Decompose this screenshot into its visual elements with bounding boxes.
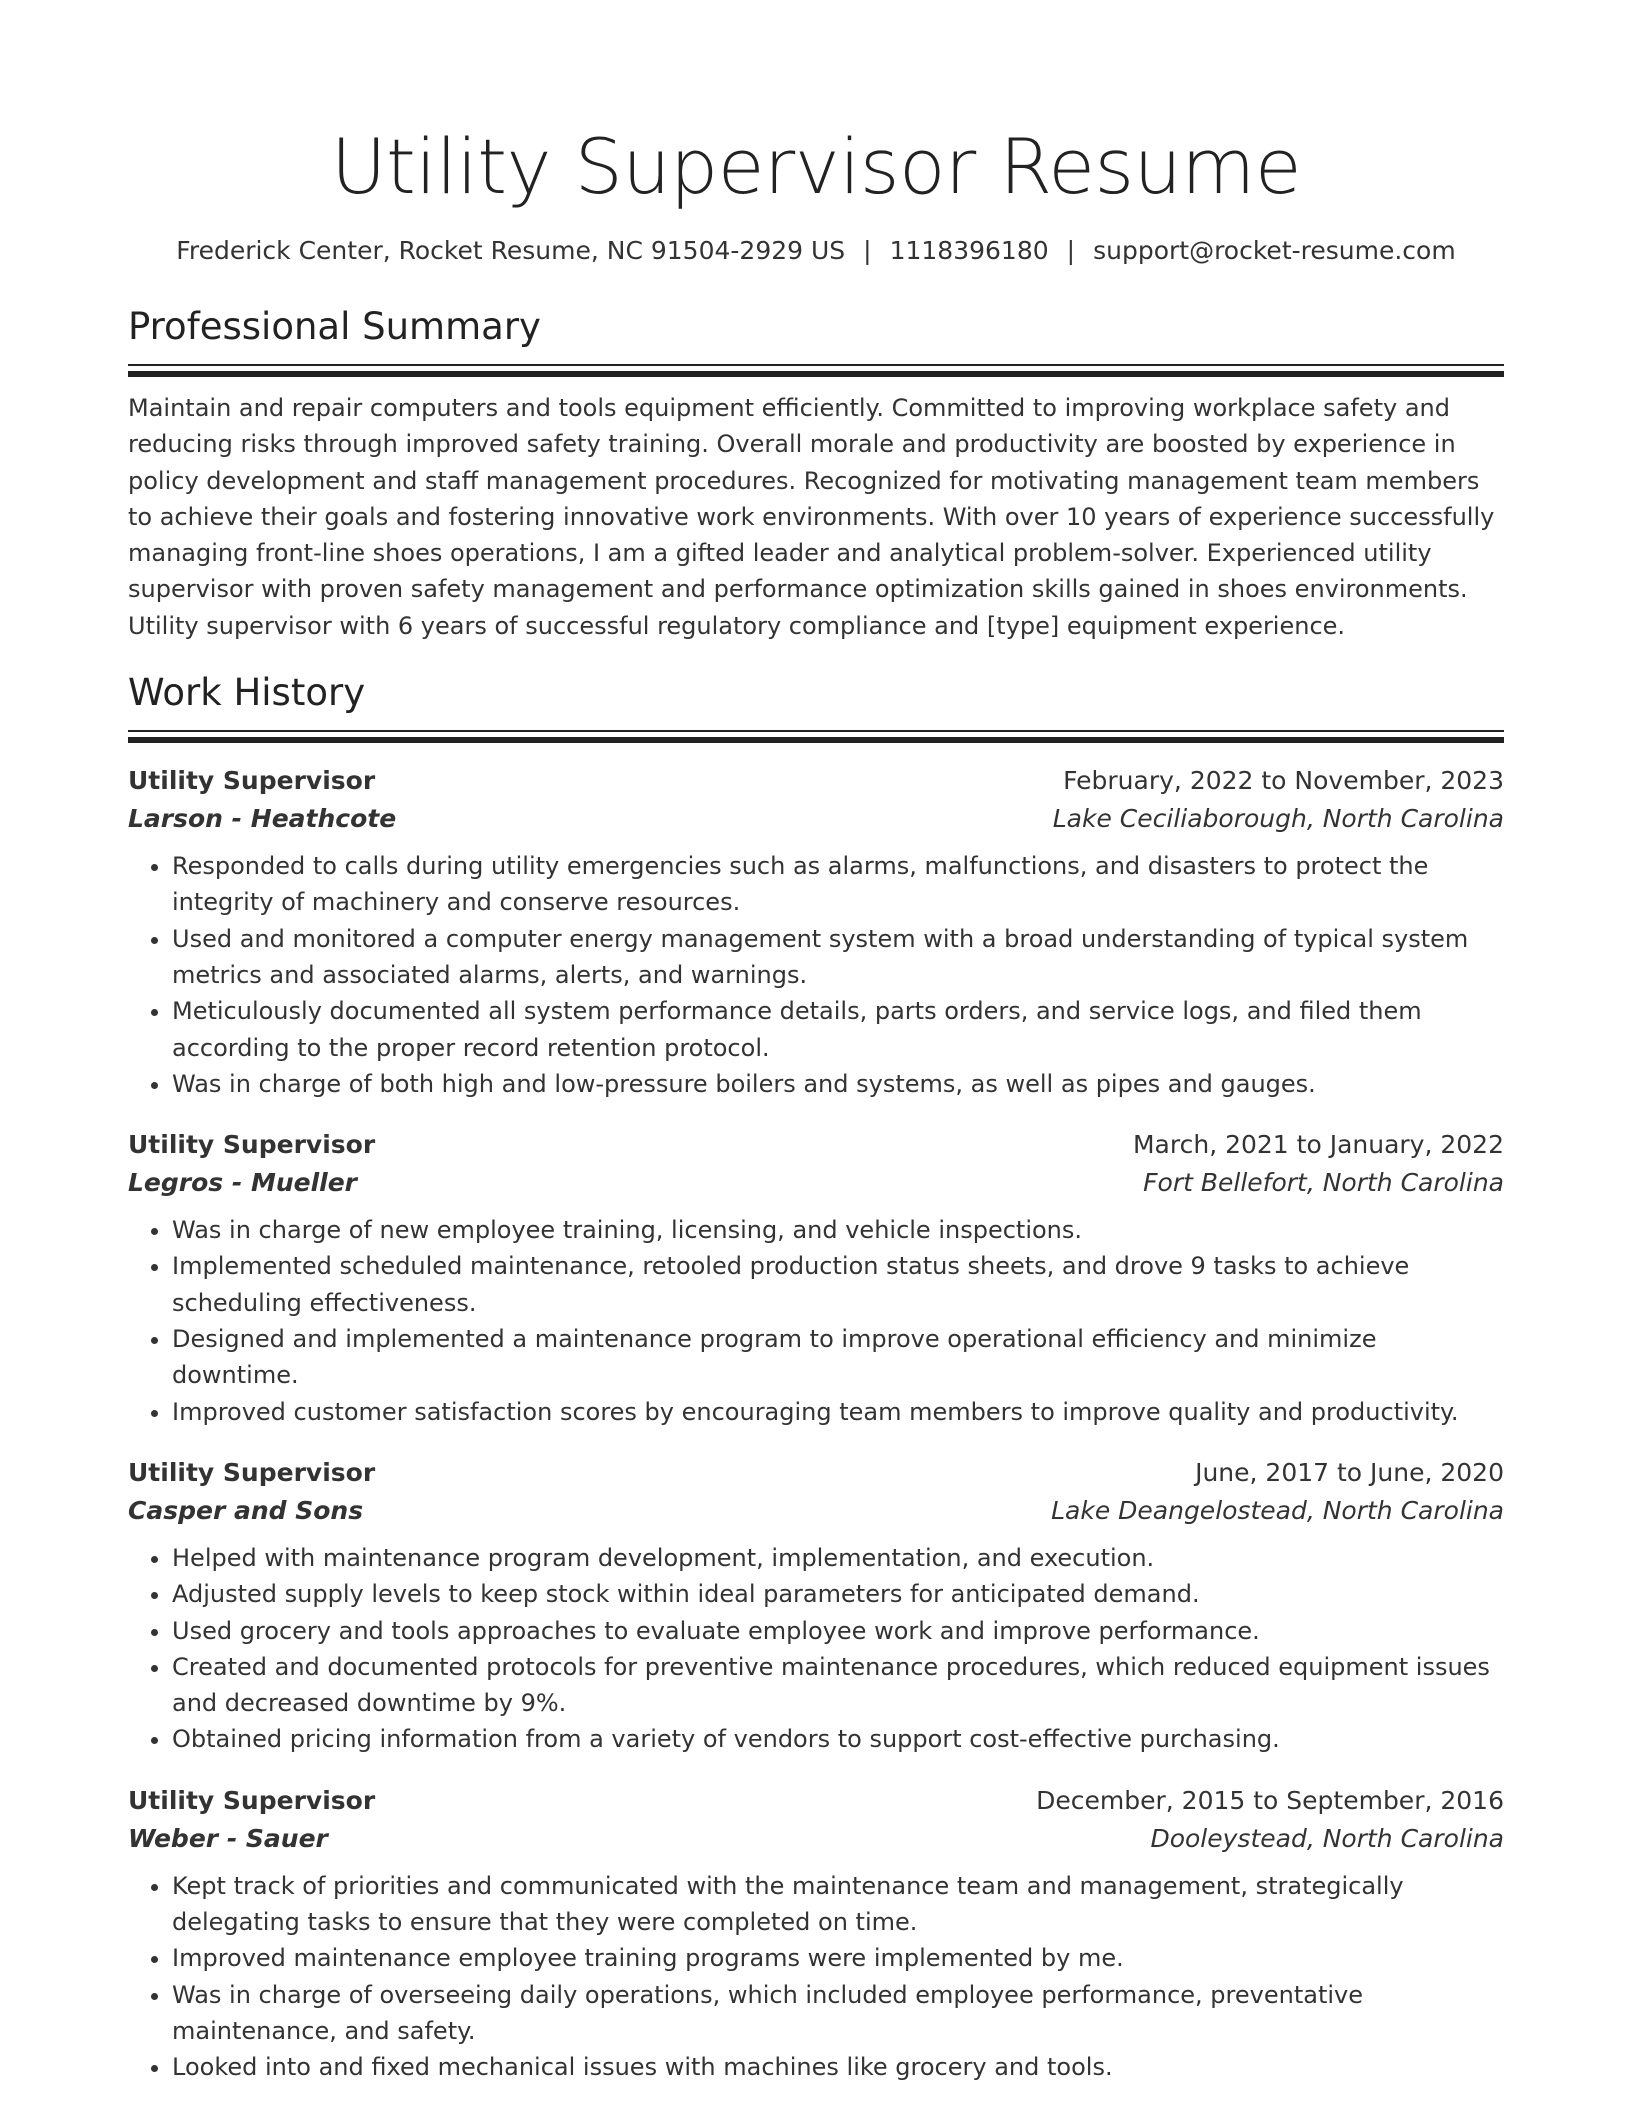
job-bullet: • Looked into and fixed mechanical issues with machines like grocery and tools. bbox=[172, 2049, 1504, 2085]
job-title: Utility Supervisor bbox=[128, 1457, 376, 1487]
contact-line bbox=[128, 234, 1504, 268]
job-bullet: • Obtained pricing information from a variety of vendors to support cost-effective purchasing. bbox=[172, 1721, 1504, 1757]
job-bullet: • Improved maintenance employee training programs were implemented by me. bbox=[172, 1940, 1504, 1976]
job-bullet: • Was in charge of overseeing daily operations, which included employee performance, preventative maintenance, and safety. bbox=[172, 1977, 1504, 2050]
job-bullets bbox=[128, 1540, 1504, 1758]
job-bullets bbox=[128, 1212, 1504, 1430]
contact-email: support@rocket-resume.com bbox=[1093, 236, 1456, 265]
job-company-row bbox=[128, 1164, 1504, 1202]
job-header-row bbox=[128, 1126, 1504, 1164]
job-title: Utility Supervisor bbox=[128, 766, 376, 796]
job-location: Fort Bellefort, North Carolina bbox=[1143, 1168, 1504, 1198]
job-entry bbox=[128, 1454, 1504, 1758]
job-bullet: • Adjusted supply levels to keep stock within ideal parameters for anticipated demand. bbox=[172, 1576, 1504, 1612]
summary-heading: Professional Summary bbox=[128, 305, 541, 348]
job-title: Utility Supervisor bbox=[128, 1785, 376, 1815]
job-bullet: • Responded to calls during utility emergencies such as alarms, malfunctions, and disasters to protect the integrity of machinery and conserve resources. bbox=[172, 848, 1504, 921]
job-entry bbox=[128, 1126, 1504, 1430]
job-header-row bbox=[128, 1454, 1504, 1492]
contact-address: Frederick Center, Rocket Resume, NC 91504-2929 US bbox=[176, 236, 846, 265]
job-company-row bbox=[128, 800, 1504, 838]
work-history-heading: Work History bbox=[128, 671, 366, 715]
job-company-row bbox=[128, 1492, 1504, 1530]
contact-phone: 1118396180 bbox=[889, 236, 1049, 265]
job-bullet: • Meticulously documented all system performance details, parts orders, and service logs, and filed them according to the proper record retention protocol. bbox=[172, 993, 1504, 1066]
job-location: Dooleystead, North Carolina bbox=[1150, 1823, 1504, 1853]
job-company: Casper and Sons bbox=[128, 1495, 364, 1525]
job-location: Lake Ceciliaborough, North Carolina bbox=[1052, 804, 1504, 834]
job-header-row bbox=[128, 762, 1504, 800]
job-bullet: • Used grocery and tools approaches to evaluate employee work and improve performance. bbox=[172, 1613, 1504, 1649]
job-entry bbox=[128, 1782, 1504, 2086]
job-title: Utility Supervisor bbox=[128, 1130, 376, 1160]
contact-separator: | bbox=[863, 236, 872, 265]
job-dates: December, 2015 to September, 2016 bbox=[1036, 1785, 1504, 1815]
job-dates: March, 2021 to January, 2022 bbox=[1132, 1130, 1504, 1160]
section-divider bbox=[128, 730, 1504, 744]
job-bullet: • Was in charge of new employee training, licensing, and vehicle inspections. bbox=[172, 1212, 1504, 1248]
job-bullets bbox=[128, 1868, 1504, 2086]
section-divider bbox=[128, 364, 1504, 378]
job-dates: June, 2017 to June, 2020 bbox=[1195, 1457, 1504, 1487]
job-company: Legros - Mueller bbox=[128, 1168, 358, 1198]
resume-page bbox=[128, 0, 1504, 2086]
job-dates: February, 2022 to November, 2023 bbox=[1063, 766, 1504, 796]
job-company: Weber - Sauer bbox=[128, 1823, 328, 1853]
job-bullet: • Kept track of priorities and communicated with the maintenance team and management, strategically delegating tasks to ensure that they were completed on time. bbox=[172, 1868, 1504, 1941]
job-bullet: • Implemented scheduled maintenance, retooled production status sheets, and drove 9 tasks to achieve scheduling effectiveness. bbox=[172, 1248, 1504, 1321]
job-location: Lake Deangelostead, North Carolina bbox=[1051, 1495, 1504, 1525]
resume-title: Utility Supervisor Resume bbox=[330, 122, 1302, 211]
job-company-row bbox=[128, 1820, 1504, 1858]
job-bullet: • Helped with maintenance program development, implementation, and execution. bbox=[172, 1540, 1504, 1576]
contact-separator: | bbox=[1066, 236, 1076, 265]
job-header-row bbox=[128, 1782, 1504, 1820]
job-bullet: • Was in charge of both high and low-pressure boilers and systems, as well as pipes and gauges. bbox=[172, 1066, 1504, 1102]
job-bullet: • Used and monitored a computer energy management system with a broad understanding of typical system metrics and associated alarms, alerts, and warnings. bbox=[172, 921, 1504, 994]
job-bullet: • Designed and implemented a maintenance program to improve operational efficiency and minimize downtime. bbox=[172, 1321, 1504, 1394]
job-bullets bbox=[128, 848, 1504, 1102]
job-company: Larson - Heathcote bbox=[128, 804, 397, 834]
summary-text: Maintain and repair computers and tools equipment efficiently. Committed to improving workplace safety and reducing risks through improved safety training. Overall morale and productivity are boosted by experience in policy development and staff management procedures. Recognized for motivating management team members to achieve their goals and fostering innovative work environments. With over 10 years of experience successfully managing front-line shoes operations, I am a gifted leader and analytical problem-solver. Experienced utility supervisor with proven safety management and performance optimization skills gained in shoes environments. Utility supervisor with 6 years of successful regulatory compliance and [type] equipment experience. bbox=[128, 394, 1495, 640]
work-history-list bbox=[128, 762, 1504, 2085]
job-bullet: • Improved customer satisfaction scores by encouraging team members to improve quality and productivity. bbox=[172, 1394, 1504, 1430]
job-entry bbox=[128, 762, 1504, 1102]
job-bullet: • Created and documented protocols for preventive maintenance procedures, which reduced equipment issues and decreased downtime by 9%. bbox=[172, 1649, 1504, 1722]
